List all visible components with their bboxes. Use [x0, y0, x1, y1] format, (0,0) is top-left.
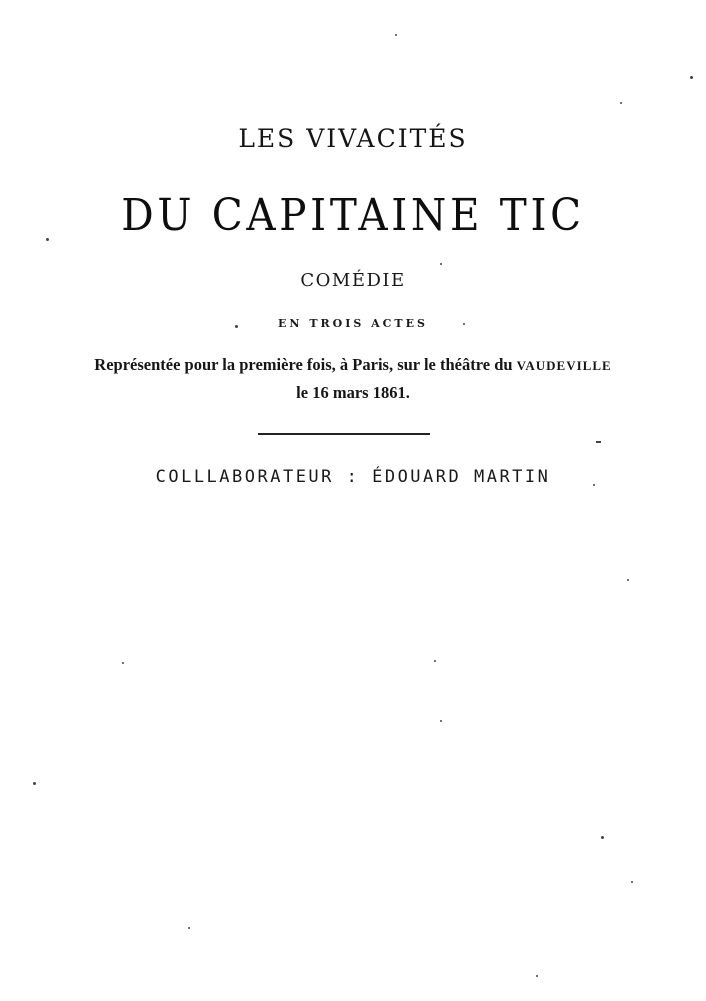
theatre-name: VAUDEVILLE — [516, 358, 612, 373]
scan-speck — [631, 881, 633, 883]
scan-speck — [434, 660, 436, 662]
scan-speck — [395, 34, 397, 36]
scan-speck — [33, 782, 36, 785]
title-line-2: DU CAPITAINE TIC — [121, 190, 585, 241]
scan-speck — [627, 579, 629, 581]
scan-speck — [596, 441, 601, 443]
scan-speck — [593, 484, 595, 486]
scan-speck — [463, 323, 465, 325]
premiere-prefix: Représentée pour la première fois, à Paris, sur le théâtre du — [94, 355, 513, 374]
scan-speck — [46, 238, 49, 241]
scan-speck — [188, 927, 190, 929]
scan-speck — [620, 102, 622, 104]
genre-label: COMÉDIE — [300, 270, 406, 291]
premiere-date: le 16 mars 1861. — [296, 383, 410, 402]
scan-speck — [440, 720, 442, 722]
premiere-note — [0, 355, 706, 375]
scan-speck — [690, 76, 693, 79]
scan-speck — [440, 263, 442, 265]
acts-label: EN TROIS ACTES — [278, 317, 428, 330]
scan-speck — [601, 836, 604, 839]
divider-rule — [258, 433, 430, 435]
scan-speck — [536, 975, 538, 977]
scan-speck — [122, 662, 124, 664]
collaborator-credit: COLLLABORATEUR : ÉDOUARD MARTIN — [155, 467, 551, 487]
scan-speck — [235, 325, 238, 328]
title-line-1: LES VIVACITÉS — [238, 124, 468, 153]
